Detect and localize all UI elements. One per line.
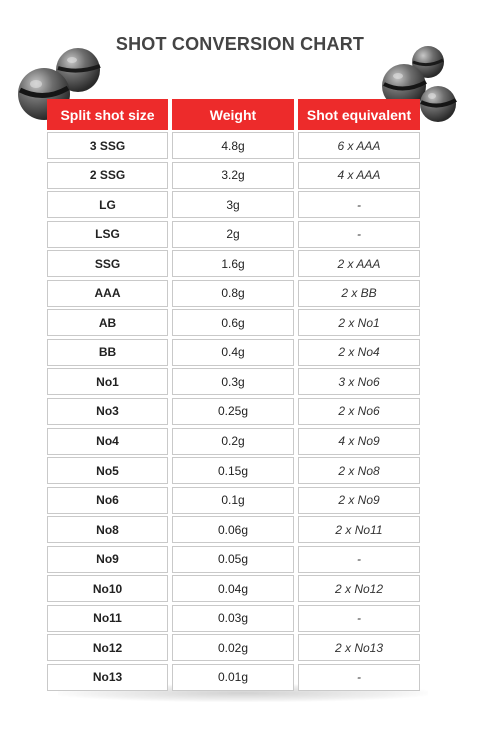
cell-shot-equivalent: 4 x No9: [298, 428, 420, 455]
cell-shot-equivalent: 2 x No8: [298, 457, 420, 484]
cell-weight: 4.8g: [172, 132, 294, 159]
header-split-shot-size: Split shot size: [47, 99, 168, 130]
table-row: [47, 221, 421, 248]
header-shot-equivalent: Shot equivalent: [298, 99, 420, 130]
table-row: [47, 634, 421, 661]
cell-shot-equivalent: 2 x No1: [298, 309, 420, 336]
cell-split-shot-size: No8: [47, 516, 168, 543]
cell-split-shot-size: No6: [47, 487, 168, 514]
table-row: [47, 280, 421, 307]
cell-shot-equivalent: 2 x No13: [298, 634, 420, 661]
cell-weight: 0.02g: [172, 634, 294, 661]
table-row: [47, 132, 421, 159]
cell-split-shot-size: LG: [47, 191, 168, 218]
cell-weight: 0.3g: [172, 368, 294, 395]
table-row: [47, 575, 421, 602]
cell-weight: 0.04g: [172, 575, 294, 602]
cell-shot-equivalent: 2 x No6: [298, 398, 420, 425]
table-row: [47, 250, 421, 277]
page-title: SHOT CONVERSION CHART: [115, 34, 365, 54]
cell-weight: 3g: [172, 191, 294, 218]
cell-weight: 0.6g: [172, 309, 294, 336]
cell-shot-equivalent: 2 x No11: [298, 516, 420, 543]
cell-weight: 2g: [172, 221, 294, 248]
table-row: [47, 605, 421, 632]
table-row: [47, 516, 421, 543]
cell-shot-equivalent: 2 x BB: [298, 280, 420, 307]
cell-shot-equivalent: -: [298, 221, 420, 248]
cell-shot-equivalent: 3 x No6: [298, 368, 420, 395]
cell-split-shot-size: No11: [47, 605, 168, 632]
cell-split-shot-size: 3 SSG: [47, 132, 168, 159]
cell-shot-equivalent: 2 x No12: [298, 575, 420, 602]
table-row: [47, 546, 421, 573]
table-row: [47, 487, 421, 514]
header-weight: Weight: [172, 99, 294, 130]
cell-split-shot-size: No3: [47, 398, 168, 425]
cell-weight: 3.2g: [172, 162, 294, 189]
table-row: [47, 309, 421, 336]
table-row: [47, 664, 421, 691]
cell-weight: 0.03g: [172, 605, 294, 632]
cell-weight: 0.25g: [172, 398, 294, 425]
cell-split-shot-size: No10: [47, 575, 168, 602]
table-row: [47, 398, 421, 425]
table-row: [47, 162, 421, 189]
cell-split-shot-size: LSG: [47, 221, 168, 248]
cell-split-shot-size: No9: [47, 546, 168, 573]
cell-shot-equivalent: 6 x AAA: [298, 132, 420, 159]
cell-weight: 0.05g: [172, 546, 294, 573]
cell-split-shot-size: No1: [47, 368, 168, 395]
cell-weight: 0.15g: [172, 457, 294, 484]
cell-weight: 0.2g: [172, 428, 294, 455]
cell-weight: 0.06g: [172, 516, 294, 543]
cell-split-shot-size: No13: [47, 664, 168, 691]
cell-shot-equivalent: -: [298, 605, 420, 632]
table-row: [47, 368, 421, 395]
cell-split-shot-size: BB: [47, 339, 168, 366]
cell-shot-equivalent: -: [298, 191, 420, 218]
cell-split-shot-size: 2 SSG: [47, 162, 168, 189]
cell-weight: 1.6g: [172, 250, 294, 277]
cell-weight: 0.8g: [172, 280, 294, 307]
table-row: [47, 339, 421, 366]
cell-shot-equivalent: 2 x No4: [298, 339, 420, 366]
cell-split-shot-size: No5: [47, 457, 168, 484]
cell-shot-equivalent: -: [298, 664, 420, 691]
table-row: [47, 428, 421, 455]
cell-split-shot-size: No12: [47, 634, 168, 661]
cell-weight: 0.01g: [172, 664, 294, 691]
table-row: [47, 191, 421, 218]
cell-split-shot-size: No4: [47, 428, 168, 455]
cell-weight: 0.1g: [172, 487, 294, 514]
cell-shot-equivalent: 4 x AAA: [298, 162, 420, 189]
cell-split-shot-size: AB: [47, 309, 168, 336]
cell-shot-equivalent: -: [298, 546, 420, 573]
cell-shot-equivalent: 2 x No9: [298, 487, 420, 514]
cell-weight: 0.4g: [172, 339, 294, 366]
cell-split-shot-size: AAA: [47, 280, 168, 307]
table-row: [47, 457, 421, 484]
cell-split-shot-size: SSG: [47, 250, 168, 277]
cell-shot-equivalent: 2 x AAA: [298, 250, 420, 277]
